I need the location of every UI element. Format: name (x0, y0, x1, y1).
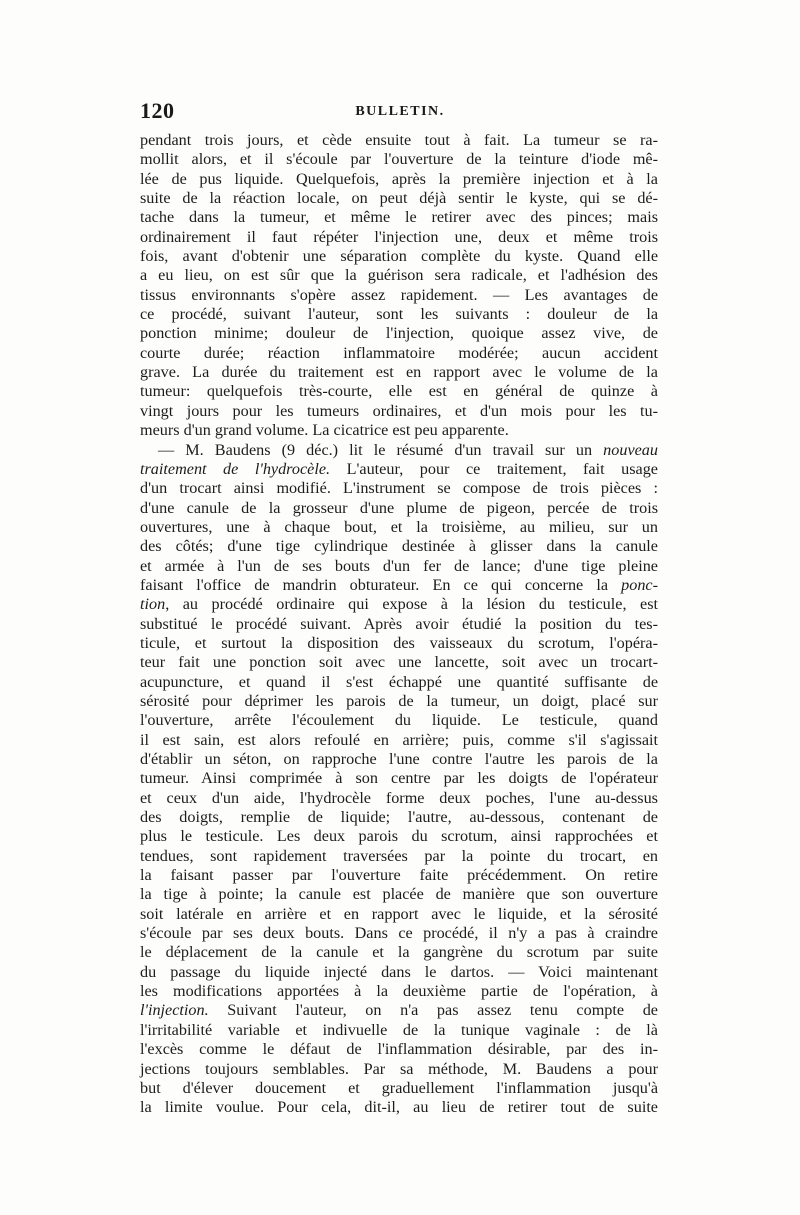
line-text: le déplacement de la canule et la gangrène du scrotum par suite (140, 943, 658, 962)
line-text: l'excès comme le défaut de l'inflammation désirable, par des in- (140, 1040, 658, 1059)
line-text: sérosité pour déprimer les parois de la tumeur, un doigt, placé sur (140, 691, 658, 710)
text-line (140, 731, 658, 750)
line-text: a eu lieu, on est sûr que la guérison sera radicale, et l'adhésion des (140, 266, 658, 285)
text-line (140, 479, 658, 498)
text-line (140, 885, 658, 904)
line-text: substitué le procédé suivant. Après avoir étudié la position du tes- (140, 614, 658, 633)
text-line (140, 769, 658, 788)
text-line (140, 692, 658, 711)
running-title: BULLETIN. (355, 104, 445, 119)
line-text: faisant l'office de mandrin obturateur. En ce qui concerne la (140, 575, 622, 594)
line-text: vingt jours pour les tumeurs ordinaires, et d'un mois pour les tu- (140, 401, 658, 420)
line-text: tumeur: quelquefois très-courte, elle est en général de quinze à (140, 382, 658, 401)
text-line (140, 653, 658, 672)
running-head (140, 98, 660, 124)
line-text: grave. La durée du traitement est en rapport avec le volume de la (140, 363, 658, 382)
line-text: meurs d'un grand volume. La cicatrice est peu apparente. (140, 421, 509, 440)
line-text: Suivant l'auteur, on n'a pas assez tenu compte de (208, 1001, 658, 1020)
text-line (140, 537, 658, 556)
line-text: soit latérale en arrière et en rapport avec le liquide, et la sérosité (140, 904, 658, 923)
line-text: but d'élever doucement et graduellement l'inflammation jusqu'à (140, 1078, 658, 1097)
text-line (140, 131, 658, 150)
line-text: jections toujours semblables. Par sa méthode, M. Baudens a pour (140, 1059, 658, 1078)
text-line (140, 305, 658, 324)
text-line (140, 576, 658, 595)
line-text: tache dans la tumeur, et même le retirer avec des pinces; mais (140, 208, 658, 227)
text-line (140, 943, 658, 962)
text-line (140, 808, 658, 827)
text-line (140, 518, 658, 537)
text-line (140, 324, 658, 343)
line-text: des doigts, remplie de liquide; l'autre, au-dessous, contenant de (140, 808, 658, 827)
line-text: plus le testicule. Les deux parois du scrotum, ainsi rapprochées et (140, 827, 658, 846)
text-line (140, 557, 658, 576)
text-line (140, 982, 658, 1001)
text-line (140, 363, 658, 382)
text-line (140, 595, 658, 614)
text-line (140, 827, 658, 846)
line-text: les modifications apportées à la deuxième partie de l'opération, à (140, 982, 658, 1001)
text-line (140, 1040, 658, 1059)
text-line (140, 866, 658, 885)
line-text: courte durée; réaction inflammatoire modérée; aucun accident (140, 343, 658, 362)
line-text: fois, avant d'obtenir une séparation complète du kyste. Quand elle (140, 247, 658, 266)
line-text: s'écoule par ses deux bouts. Dans ce procédé, il n'y a pas à craindre (140, 924, 658, 943)
line-text: suite de la réaction locale, on peut déjà sentir le kyste, qui se dé- (140, 189, 658, 208)
text-line (140, 208, 658, 227)
text-line (140, 189, 658, 208)
line-text: , au procédé ordinaire qui expose à la lésion du testicule, est (165, 595, 658, 614)
line-text: l'ouverture, arrête l'écoulement du liquide. Le testicule, quand (140, 711, 658, 730)
text-line (140, 266, 658, 285)
line-text: d'établir un séton, on rapproche l'une contre l'autre les parois de la (140, 750, 658, 768)
line-text: il est sain, est alors refoulé en arrière; puis, comme s'il s'agissait (140, 730, 658, 749)
italic-text: l'injection. (140, 1001, 209, 1020)
line-text: du passage du liquide injecté dans le dartos. — Voici maintenant (140, 962, 658, 981)
line-text: mollit alors, et il s'écoule par l'ouverture de la teinture d'iode mê- (140, 150, 658, 169)
text-line (140, 1001, 658, 1020)
body-text (140, 131, 658, 1118)
line-text: ouvertures, une à chaque bout, et la troisième, au milieu, sur un (140, 517, 658, 536)
text-line (140, 963, 658, 982)
line-text: ponction minime; douleur de l'injection, quoique assez vive, de (140, 324, 658, 343)
text-line (140, 1079, 658, 1098)
line-text: l'irritabilité variable et indivuelle de la tunique vaginale : de là (140, 1020, 658, 1039)
line-text: des côtés; d'une tige cylindrique destinée à glisser dans la canule (140, 537, 658, 556)
line-text: et armée à l'un de ses bouts d'un fer de lance; d'une tige pleine (140, 556, 658, 575)
line-text: pendant trois jours, et cède ensuite tout à fait. La tumeur se ra- (140, 131, 658, 149)
italic-text: tion (140, 595, 166, 614)
text-line (140, 1021, 658, 1040)
text-line (140, 634, 658, 653)
line-text: la limite voulue. Pour cela, dit-il, au lieu de retirer tout de suite (140, 1098, 658, 1117)
text-line (140, 673, 658, 692)
text-line (140, 344, 658, 363)
page-number: 120 (140, 98, 175, 123)
line-text: acupuncture, et quand il s'est échappé une quantité suffisante de (140, 672, 658, 691)
line-text: la faisant passer par l'ouverture faite précédemment. On retire (140, 866, 658, 885)
line-text: ordinairement il faut répéter l'injection une, deux et même trois (140, 227, 658, 246)
text-line (140, 402, 658, 421)
line-text: tissus environnants s'opère assez rapidement. — Les avantages de (140, 285, 658, 304)
text-line (140, 382, 658, 401)
line-text: — M. Baudens (9 déc.) lit le résumé d'un travail sur un (158, 440, 604, 459)
text-line (140, 286, 658, 305)
text-line (140, 1060, 658, 1079)
line-text: L'auteur, pour ce traitement, fait usage (330, 459, 658, 478)
text-line (140, 1098, 658, 1117)
text-line (140, 615, 658, 634)
text-line (140, 711, 658, 730)
line-text: tumeur. Ainsi comprimée à son centre par les doigts de l'opérateur (140, 769, 658, 788)
line-text: d'une canule de la grosseur d'une plume de pigeon, percée de trois (140, 498, 658, 517)
line-text: teur fait une ponction soit avec une lancette, soit avec un trocart- (140, 653, 658, 672)
text-line (140, 441, 658, 460)
line-text: la tige à pointe; la canule est placée de manière que son ouverture (140, 885, 658, 904)
line-text: ticule, et surtout la disposition des vaisseaux du scrotum, l'opéra- (140, 633, 658, 652)
text-line (140, 750, 658, 769)
text-line (140, 247, 658, 266)
text-line (140, 170, 658, 189)
text-line (140, 789, 658, 808)
text-line (140, 924, 658, 943)
line-text: tendues, sont rapidement traversées par la pointe du trocart, en (140, 846, 658, 865)
italic-text: traitement de l'hydrocèle. (140, 459, 331, 478)
italic-text: ponc- (621, 575, 658, 594)
line-text: ce procédé, suivant l'auteur, sont les suivants : douleur de la (140, 305, 658, 324)
italic-text: nouveau (603, 440, 658, 459)
text-line (140, 905, 658, 924)
line-text: lée de pus liquide. Quelquefois, après la première injection et à la (140, 169, 658, 188)
text-line (140, 499, 658, 518)
text-line (140, 847, 658, 866)
line-text: d'un trocart ainsi modifié. L'instrument se compose de trois pièces : (140, 479, 658, 498)
line-text: et ceux d'un aide, l'hydrocèle forme deux poches, l'une au-dessus (140, 788, 658, 807)
text-line (140, 228, 658, 247)
text-line (140, 460, 658, 479)
text-line (140, 421, 658, 440)
text-line (140, 150, 658, 169)
